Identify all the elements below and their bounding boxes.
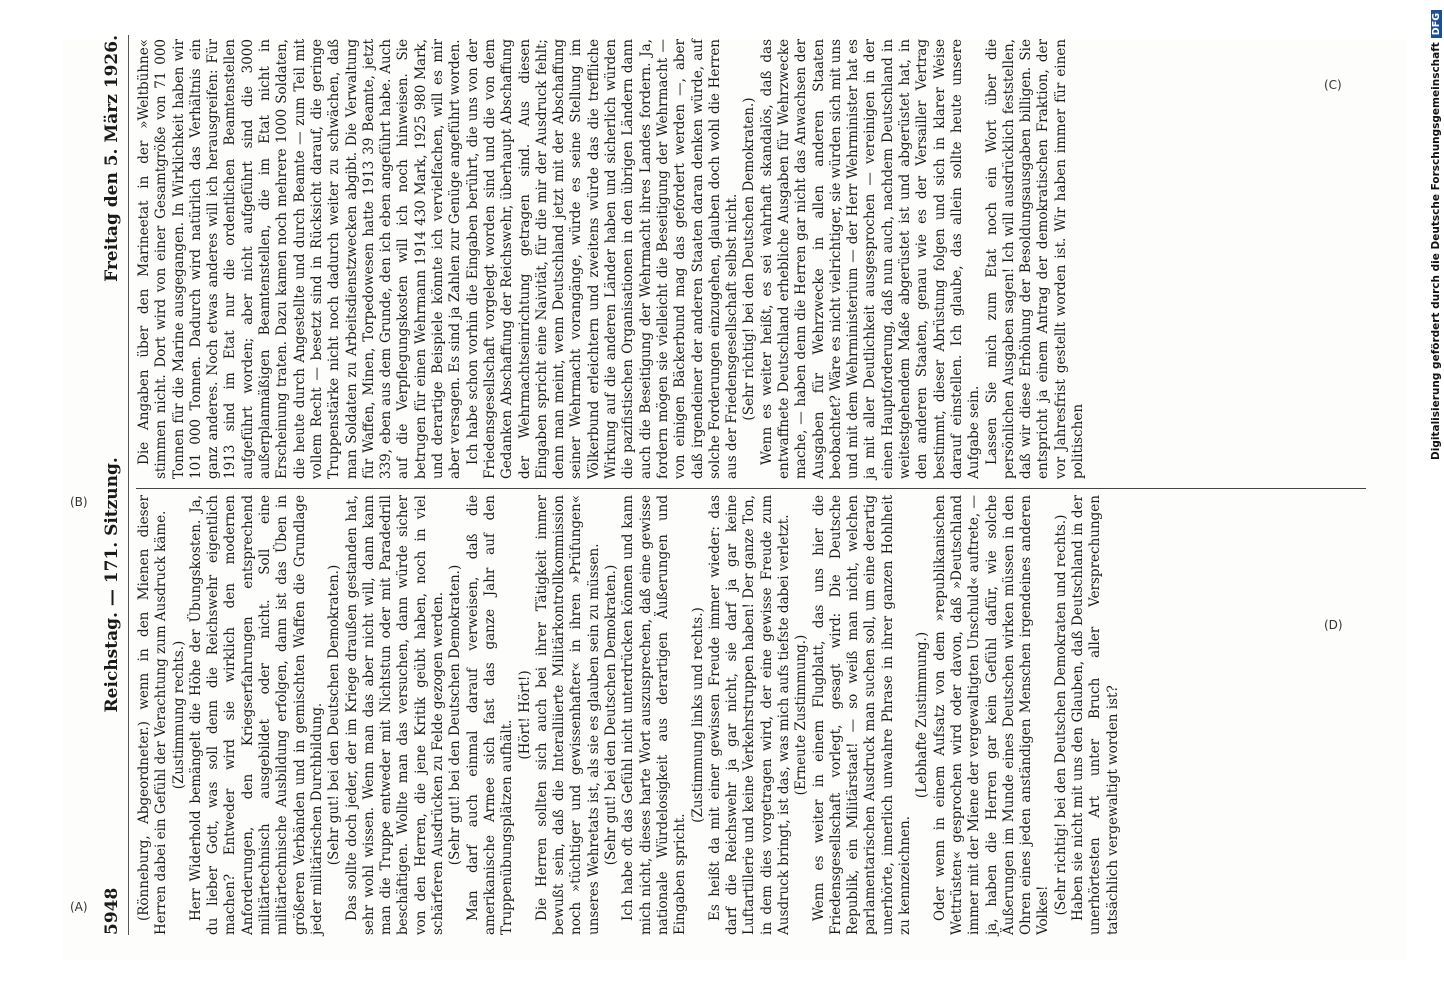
paragraph: Ich habe schon vorhin die Eingaben berührt, die uns von der Friedensgesellschaft vorgelegt worden sind und die von dem Gedanken Abschaffung der Reichswehr, überhaupt Abschaffung der Wehrmachtseinrichtung getragen sind. Aus diesen Eingaben spricht eine Naivität, für die mir der Ausdruck fehlt; denn man meint, wenn Deutschland jetzt mit der Abschaffung seiner Wehrmacht vorangänge, würde es seine Stellung im Völkerbund erleichtern und zweitens würde das die treffliche Wirkung auf die anderen Länder haben und sicherlich würden die pazifistischen Organisationen in den übrigen Ländern dann auch die Beseitigung der Wehrmacht ihres Landes fordern. Ja, fordern mögen sie vielleicht die Beseitigung der Wehrmacht — von einigen Bäckerbund mag das gefordert werden —, aber daß irgendeiner der anderen Staaten daran denken würde, auf solche Forderungen einzugehen, glauben doch wohl die Herren aus der Friedensgesellschaft selbst nicht. — [464, 39, 741, 479]
column-divider — [136, 488, 1366, 489]
session-date: Freitag den 5. März 1926. — [102, 35, 122, 282]
right-text-column — [136, 39, 1376, 479]
interjection: (Zustimmung links und rechts.) — [689, 607, 706, 823]
paragraph: Wenn es weiter heißt, es sei wahrhaft skandalös, daß das entwaffnete Deutschland erhebliche Ausgaben für Wehrzwecke mache, — haben denn die Herren gar nicht das Anwachsen der Ausgaben für Wehrzwecke in allen anderen Staaten beobachtet? Wäre es nicht vielrichtiger, sie würden sich mit uns und mit dem Wehrministerium — der Herr Wehrminister hat es ja mit aller Deutlichkeit ausgesprochen — vereinigen in der einen Hauptforderung, daß nun auch, nachdem Deutschland in weitestgehendem Maße abgerüstet ist und abgerüstet hat, in den anderen Staaten, genau wie es der Versailler Vertrag bestimmt, dieser Abrüstung folgen und sich in klarer Weise darauf einstellen. Ich glaube, das allein sollte heute unsere Aufgabe sein. — [758, 39, 983, 479]
scanned-page — [62, 35, 1407, 960]
interjection: (Sehr richtig! bei den Deutschen Demokraten und rechts.) — [1052, 514, 1069, 916]
interjection: (Sehr gut! bei den Deutschen Demokraten.) — [326, 564, 343, 866]
paragraph: Lassen Sie mich zum Etat noch ein Wort über die persönlichen Ausgaben sagen! Ich will ausdrücklich feststellen, daß wir diese Erhöhung der Besoldungsausgaben billigen. Sie entspricht ja einem Antrag der demokratischen Fraktion, der vor Jahresfrist gestellt worden ist. Wir haben immer für einen politischen — [983, 39, 1087, 479]
interjection: (Sehr gut! bei den Deutschen Demokraten.) — [447, 564, 464, 866]
interjection: (Zustimmung rechts.) — [170, 640, 187, 790]
paragraph: Herr Widerhold bemängelt die Höhe der Übungskosten. Ja, du lieber Gott, was soll denn die Reichswehr eigentlich machen? Entweder wird sie wirklich den modernen Anforderungen, den Kriegserfahrungen entsprechend militärtechnisch ausgebildet oder nicht. Soll eine militärtechnische Ausbildung erfolgen, dann ist das Üben in größeren Verbänden und in gemischten Waffen die Grundlage jeder militärischen Durchbildung. — [187, 495, 325, 935]
interjection: (Erneute Zustimmung.) — [793, 634, 810, 796]
margin-marker-c: (C) — [1324, 78, 1342, 92]
page-header — [102, 35, 129, 935]
paragraph: Wenn es weiter in einem Flugblatt, das uns hier die Friedensgesellschaft vorlegt, gesagt wird: Die Deutsche Republik, ein Militärstaat! — so weiß man nicht, welchen parlamentarischen Ausdruck man suchen soll, um eine derartig unerhörte, innerlich unwahre Phrase in ihrer ganzen Hohlheit zu kennzeichnen. — [810, 495, 914, 935]
interjection: (Sehr gut! bei den Deutschen Demokraten.) — [603, 564, 620, 866]
margin-marker-d: (D) — [1324, 618, 1343, 632]
interjection: (Sehr richtig! bei den Deutschen Demokraten.) — [741, 97, 758, 421]
paragraph: Das sollte doch jeder, der im Kriege draußen gestanden hat, sehr wohl wissen. Wenn man das aber nicht will, dann kann man die Truppe entweder mit Nichtstun oder mit Paradedrill beschäftigen. Wollte man das versuchen, dann würde sicher von den Herren, die jene Kritik geübt haben, noch in viel schärferen Ausdrücken zu Felde gezogen werden. — [343, 495, 447, 935]
margin-marker-b: (B) — [70, 495, 88, 509]
interjection: (Lebhafte Zustimmung.) — [914, 631, 931, 799]
dfg-logo: DFG — [1431, 10, 1442, 38]
digitization-credit — [1418, 10, 1442, 990]
rotated-page-content — [102, 35, 1392, 955]
paragraph: Es heißt da mit einer gewissen Freude immer wieder: das darf die Reichswehr ja gar nicht, sie darf ja gar keine Luftartillerie und keine Verkehrstruppen haben! Der ganze Ton, in dem dies vorgetragen wird, der eine gewisse Freude zum Ausdruck bringt, ist das, was mich aufs tiefste dabei verletzt. — [706, 495, 792, 935]
paragraph: Die Herren sollten sich auch bei ihrer Tätigkeit immer bewußt sein, daß die Interalliierte Militärkontrollkommission noch »tüchtiger und gewissenhafter« in ihren »Prüfungen« unseres Wehretats ist, als sie es glauben sein zu müssen. — [533, 495, 602, 935]
paragraph: Oder wenn in einem Aufsatz von dem »republikanischen Wettrüsten« gesprochen wird oder davon, daß »Deutschland immer mit der Miene der vergewaltigten Unschuld« auftrete, — ja, haben die Herren gar kein Gefühl dafür, wie solche Äußerungen im Munde eines Deutschen wirken müssen in den Ohren eines jeden anständigen Menschen irgendeines anderen Volkes! — [931, 495, 1052, 935]
paragraph: Die Angaben über den Marineetat in der »Weltbühne« stimmen nicht. Dort wird von einer Gesamtgröße von 71 000 Tonnen für die Marine ausgegangen. In Wirklichkeit haben wir 101 000 Tonnen. Dadurch wird natürlich das Verhältnis ein ganz anderes. Noch etwas anderes will ich herausgreifen: Für 1913 sind im Etat nur die ordentlichen Beamtenstellen aufgeführt worden; aber nicht aufgeführt sind die 3000 außerplanmäßigen Beamtenstellen, die im Etat nicht in Erscheinung traten. Dazu kamen noch mehrere 1000 Soldaten, die heute durch Angestellte und durch Beamte — zum Teil mit vollem Recht — besetzt sind in Rücksicht darauf, die geringe Truppenstärke nicht noch dadurch weiter zu schwächen, daß man Soldaten zu Arbeitsdienstzwecken abgibt. Die Verwaltung für Waffen, Minen, Torpedowesen hatte 1913 39 Beamte, jetzt 339, eben aus dem Grunde, den ich eben angeführt habe. Auch auf die Verpflegungskosten will ich noch hinweisen. Sie betrugen für einen Wehrmann 1914 430 Mark, 1925 980 Mark, und derartige Beispiele könnte ich vervielfachen, will es mir aber versagen. Es sind ja Zahlen zur Genüge angeführt worden. — [136, 39, 464, 479]
margin-marker-a: (A) — [70, 900, 88, 914]
paragraph: Ich habe oft das Gefühl nicht unterdrücken können und kann mich nicht, dieses harte Wort auszusprechen, daß eine gewisse nationale Würdelosigkeit aus derartigen Äußerungen und Eingaben spricht. — [620, 495, 689, 935]
paragraph: Man darf auch einmal darauf verweisen, daß die amerikanische Armee sich fast das ganze Jahr auf den Truppenübungsplätzen aufhält. — [464, 495, 516, 935]
paragraph: Haben sie nicht mit uns den Glauben, daß Deutschland in der unerhörtesten Art unter Bruch aller Versprechungen tatsächlich vergewaltigt worden ist? — [1070, 495, 1121, 935]
left-text-column — [136, 495, 1376, 935]
interjection: (Hört! Hört!) — [516, 670, 533, 760]
credit-text: Digitalisierung gefördert durch die Deutsche Forschungsgemeinschaft — [1430, 42, 1442, 460]
page-number: 5948 — [102, 887, 122, 935]
session-title: Reichstag. — 171. Sitzung. — [102, 457, 122, 713]
paragraph: (Rönneburg, Abgeordneter.) wenn in den Mienen dieser Herren dabei ein Gefühl der Verachtung zum Ausdruck käme. — [136, 495, 170, 935]
